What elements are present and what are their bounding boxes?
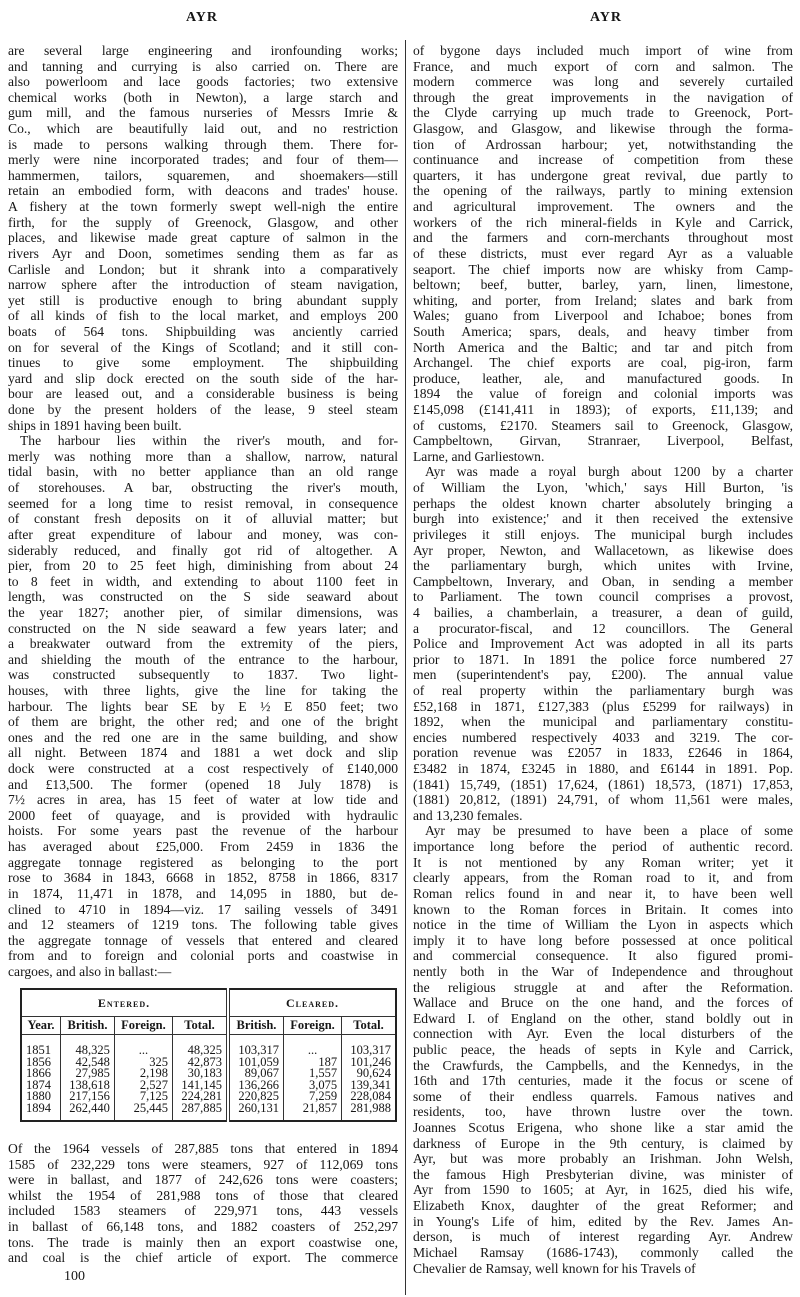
text-line: Ayr may be presumed to have been a place of some xyxy=(425,823,793,839)
text-line: 1892, when the municipal and parliamentary constitu- xyxy=(413,714,793,730)
column-header: British. xyxy=(228,1017,283,1035)
text-line: tidal basin, with no better appliance than an old range xyxy=(8,464,398,480)
table-cell: 101,246 xyxy=(350,1054,391,1069)
table-cell: 89,067 xyxy=(244,1066,279,1080)
text-line: yet still is productive enough to bring abundant supply xyxy=(8,292,398,308)
text-line: The harbour lies within the river's mouth, and for- xyxy=(20,433,398,449)
text-line: chemical works (both in Newton), a large starch and xyxy=(8,89,398,105)
text-line: (1841) 15,749, (1851) 17,624, (1861) 18,573, (1871) 17,853, xyxy=(413,776,793,792)
text-line: the Crawfurds, the Campbells, and the Kennedys, in the xyxy=(413,1057,793,1073)
table-cell: 101,059 xyxy=(238,1054,279,1069)
text-line: after great expenditure of labour and money, was con- xyxy=(8,526,398,542)
left-column-text-after-table xyxy=(8,1141,398,1266)
text-line: gum mill, and the famous nurseries of Messrs Imrie & xyxy=(8,105,398,121)
paragraph xyxy=(413,43,793,464)
table-body xyxy=(21,1035,396,1122)
text-line: of customs, £2170. Steamers sail to Greenock, Glasgow, xyxy=(413,417,793,433)
text-line: Wallace and Bruce on the one hand, and the forces of xyxy=(413,995,793,1011)
table-cell: 90,624 xyxy=(356,1066,391,1080)
table-cell: ... xyxy=(138,1043,149,1057)
table-cell: 139,341 xyxy=(350,1077,391,1092)
text-line: and 12 steamers of 1219 tons. The following table gives xyxy=(8,917,398,933)
table-cell: ... xyxy=(307,1043,318,1057)
text-line: length, was constructed on the S side seaward about xyxy=(8,589,398,605)
text-line: to 8 feet in width, and extending to about 1100 feet in xyxy=(8,573,398,589)
table-cell: 217,156 xyxy=(69,1089,110,1103)
text-line: were in ballast, and 1877 of 242,626 tons were coasters; xyxy=(8,1172,398,1188)
table-cell: 281,988 xyxy=(350,1100,391,1115)
text-line: in ballast of 66,148 tons, and 1882 coasters of 252,297 xyxy=(8,1219,398,1235)
text-line: of constant fresh deposits on it of alluvial matter; but xyxy=(8,511,398,527)
column-cells xyxy=(61,1035,115,1122)
text-line: known to the Roman forces in Britain. It comes into xyxy=(413,901,793,917)
text-line: £52,168 in 1871, £127,383 (plus £5299 for railways) in xyxy=(413,698,793,714)
table-cell: 287,885 xyxy=(181,1100,222,1115)
text-line: Wales; guano from Liverpool and Ichaboe; bones from xyxy=(413,308,793,324)
table-cell: 1856 xyxy=(26,1054,51,1069)
text-line: in Young's Life of him, edited by the Rev. James An- xyxy=(413,1213,793,1229)
group-header-entered: Entered. xyxy=(21,989,228,1017)
table-cell: 42,873 xyxy=(187,1054,222,1069)
text-line: public peace, the heads of septs in Kyle and Carrick, xyxy=(413,1042,793,1057)
table-cell: 187 xyxy=(318,1054,338,1069)
text-line: seaport. The chief imports now are whisky from Camp- xyxy=(413,261,793,277)
text-line: 1894 the value of foreign and colonial imports was xyxy=(413,386,793,402)
table-cell: 1,557 xyxy=(308,1066,338,1080)
text-line: Elizabeth Knox, daughter of the great Reformer; and xyxy=(413,1198,793,1214)
group-header-cleared: Cleared. xyxy=(228,989,396,1017)
text-line: importance long before the period of authentic record. xyxy=(413,839,793,855)
text-line: Ayr, but was more probably an Irishman. John Welsh, xyxy=(413,1151,793,1167)
text-line: and the farmers and corn-merchants throughout most xyxy=(413,230,793,246)
table-cell: 325 xyxy=(149,1054,169,1069)
text-line: (1881) 20,812, (1891) 24,791, of whom 11,561 were males, xyxy=(413,792,793,808)
text-line: tinues to give some employment. The shipbuilding xyxy=(8,355,398,371)
text-line: 4 bailies, a chamberlain, a treasurer, a dean of guild, xyxy=(413,604,793,620)
text-line: bour are leased out, and a considerable business is being xyxy=(8,386,398,402)
text-line: to Parliament. The town council comprises a provost, xyxy=(413,589,793,605)
text-line: Carlisle and London; but it shrank into a comparatively xyxy=(8,261,398,277)
text-line: Campbeltown, Girvan, Stranraer, Liverpool, Belfast, xyxy=(413,433,793,449)
running-header-left: AYR xyxy=(185,10,219,25)
text-line: the parliamentary burgh, which unites with Irvine, xyxy=(413,558,793,574)
table-cell: 1880 xyxy=(26,1089,51,1103)
text-line: privileges it still enjoys. The municipal burgh includes xyxy=(413,526,793,542)
text-line: and shielding the mouth of the entrance to the harbour, xyxy=(8,651,398,667)
text-line: clined to 4710 in 1894—viz. 17 sailing vessels of 3491 xyxy=(8,901,398,917)
text-line: the Clyde carrying up much trade to Greenock, Port- xyxy=(413,105,793,121)
text-line: workers of the rich mineral-fields in Kyle and Carrick, xyxy=(413,214,793,230)
column-divider xyxy=(405,40,406,1295)
column-cells xyxy=(21,1035,61,1122)
table-cell: 48,325 xyxy=(75,1043,110,1057)
text-line: of real property within the parliamentary burgh was xyxy=(413,682,793,698)
right-column-text xyxy=(413,43,793,1276)
table-cell: 138,618 xyxy=(69,1077,110,1092)
text-line: and commercial consequence. It also figured promi- xyxy=(413,948,793,964)
text-line: and £13,500. The former (opened 18 July 1878) is xyxy=(8,776,398,792)
text-line: siderably reduced, and finally got rid of altogether. A xyxy=(8,542,398,558)
text-line: tion of Ardrossan harbour; yet, notwithstanding the xyxy=(413,136,793,152)
text-line: also powerloom and lace goods factories; two extensive xyxy=(8,74,398,90)
text-line: derson, is much of interest regarding Ayr. Andrew xyxy=(413,1229,793,1245)
text-line: firth, for the supply of Greenock, Glasgow, and other xyxy=(8,214,398,230)
text-line: Glasgow, and Glasgow, and likewise through the forma- xyxy=(413,121,793,137)
text-line: of William the Lyon, 'which,' says Hill Burton, 'is xyxy=(413,480,793,496)
text-line: the aggregate tonnage of vessels that entered and cleared xyxy=(8,932,398,948)
text-line: Chevalier de Ramsay, well known for his Travels of xyxy=(413,1260,696,1276)
text-line: and agricultural improvement. The owners and the xyxy=(413,199,793,215)
paragraph xyxy=(413,823,793,1276)
running-header-right: AYR xyxy=(589,10,623,25)
text-line: clearly appears, from the Roman road to it, and from xyxy=(413,870,793,886)
text-line: 1585 of 232,229 tons were steamers, 927 of 112,069 tons xyxy=(8,1156,398,1172)
text-line: 16th and 17th centuries, made it the focus or scene of xyxy=(413,1073,793,1089)
text-line: retain an embodied form, with deacons and trades' house. xyxy=(8,183,398,199)
text-line: whilst the 1954 of 281,988 tons of those that cleared xyxy=(8,1187,398,1203)
table-cell: 220,825 xyxy=(238,1089,279,1103)
text-line: South America; spars, deals, and heavy timber from xyxy=(413,323,793,339)
text-line: Michael Ramsay (1686-1743), commonly called the xyxy=(413,1244,793,1260)
text-line: aggregate tonnage registered as belonging to the port xyxy=(8,854,398,870)
text-line: Larne, and Garliestown. xyxy=(413,448,545,464)
table-cell: 1894 xyxy=(26,1100,51,1115)
column-header: Total. xyxy=(342,1017,396,1035)
table-cell: 42,548 xyxy=(75,1054,110,1069)
paragraph xyxy=(8,1141,398,1266)
table-cell: 136,266 xyxy=(238,1077,279,1092)
text-line: the religious struggle at and after the Reformation. xyxy=(413,979,793,995)
text-line: rivers Ayr and Doon, sometimes sending them as far as xyxy=(8,245,398,261)
text-line: seemed for a long time to resist removal, in consequence xyxy=(8,495,398,511)
column-cells xyxy=(283,1035,341,1122)
left-column-text xyxy=(8,43,398,980)
column-cells xyxy=(342,1035,396,1122)
text-line: 7½ acres in area, has 15 feet of water at low tide and xyxy=(8,792,398,808)
column-header: British. xyxy=(61,1017,115,1035)
text-line: notice in the time of William the Lyon in aspects which xyxy=(413,917,793,933)
text-line: Campbeltown, Inverary, and Oban, in sending a member xyxy=(413,573,793,589)
table-cell: 48,325 xyxy=(187,1043,222,1057)
table-cell: 7,125 xyxy=(139,1089,169,1103)
text-line: has averaged about £25,000. From 2459 in 1836 the xyxy=(8,839,398,855)
table-cell: 2,527 xyxy=(139,1077,169,1092)
table-cell: 3,075 xyxy=(308,1077,338,1092)
text-line: the famous High Presbyterian divine, was minister of xyxy=(413,1166,793,1182)
text-line: merly were nine incorporated trades; and four of them— xyxy=(8,152,398,168)
column-header: Total. xyxy=(173,1017,228,1035)
text-line: hammermen, tailors, squaremen, and shoemakers—still xyxy=(8,167,398,183)
column-header: Foreign. xyxy=(283,1017,341,1035)
text-line: done by the present holders of the lease, 9 steel steam xyxy=(8,402,398,418)
text-line: Police and Improvement Act was adopted in all its parts xyxy=(413,636,793,652)
text-line: Edward I. of England on the other, stand boldly out in xyxy=(413,1010,793,1026)
table-cell: 2,198 xyxy=(139,1066,169,1080)
text-line: all night. Between 1874 and 1881 a wet dock and slip xyxy=(8,745,398,761)
text-line: £3482 in 1874, £3245 in 1880, and £6144 in 1891. Pop. xyxy=(413,761,793,777)
table-cell: 262,440 xyxy=(69,1100,110,1115)
text-line: on for several of the Kings of Scotland; and it still con- xyxy=(8,339,398,355)
text-line: Ayr from 1590 to 1605; at Ayr, in 1625, died his wife, xyxy=(413,1182,793,1198)
text-line: North America and the Baltic; and tar and pitch from xyxy=(413,339,793,355)
table-cell: 103,317 xyxy=(350,1043,391,1057)
table-cell: 27,985 xyxy=(75,1066,110,1080)
text-line: merly was nothing more than a shallow, narrow, natural xyxy=(8,448,398,464)
text-line: the opening of the railways, partly to mining extension xyxy=(413,183,793,199)
text-line: of these districts, must ever regard Ayr as a valuable xyxy=(413,245,793,261)
text-line: houses, with three lights, give the line for taking the xyxy=(8,682,398,698)
text-line: Of the 1964 vessels of 287,885 tons that entered in 1894 xyxy=(8,1141,398,1156)
column-cells xyxy=(173,1035,228,1122)
text-line: of storehouses. A bar, obstructing the river's mouth, xyxy=(8,480,398,496)
text-line: narrow sphere after the introduction of steam navigation, xyxy=(8,277,398,293)
table-cell: 228,084 xyxy=(350,1089,391,1103)
text-line: whiting, and porter, from Ireland; slates and bark from xyxy=(413,292,793,308)
text-line: £145,098 (£141,411 in 1893); of exports, £11,139; and xyxy=(413,402,793,418)
text-line: encies numbered respectively 4033 and 3219. The cor- xyxy=(413,729,793,745)
table-cell: 224,281 xyxy=(181,1089,222,1103)
table-cell: 1866 xyxy=(26,1066,51,1080)
table-cell: 141,145 xyxy=(181,1077,222,1092)
text-line: is made to persons walking through them. There for- xyxy=(8,136,398,152)
text-line: boats of 564 tons. Shipbuilding was anciently carried xyxy=(8,323,398,339)
text-line: Ayr proper, Newton, and Wallacetown, as likewise does xyxy=(413,542,793,558)
text-line: of all kinds of fish to the local market, and employs 200 xyxy=(8,308,398,324)
text-line: pier, from 20 to 25 feet high, diminishing from about 24 xyxy=(8,558,398,574)
text-line: perhaps the oldest known charter absolutely bringing a xyxy=(413,495,793,511)
text-line: constructed on the N side seaward a few years later; and xyxy=(8,620,398,636)
text-line: ones and the red one are in the same building, and show xyxy=(8,729,398,745)
text-line: places, and likewise made great capture of salmon in the xyxy=(8,230,398,246)
paragraph xyxy=(8,433,398,979)
text-line: and tanning and currying is also carried on. There are xyxy=(8,58,398,74)
text-line: modern commerce was long and severely curtailed xyxy=(413,74,793,90)
text-line: prior to 1871. In 1891 the police force numbered 27 xyxy=(413,651,793,667)
table-cell: 260,131 xyxy=(238,1100,279,1115)
text-line: imply it to have long before possessed at once political xyxy=(413,932,793,948)
text-line: of them are bright, the other red; and one of the bright xyxy=(8,714,398,730)
text-line: harbour. The lights bear SE by E ½ E 850 feet; two xyxy=(8,698,398,714)
text-line: of bygone days included much import of wine from xyxy=(413,43,793,58)
text-line: burgh into existence;' and it then received the extensive xyxy=(413,511,793,527)
paragraph xyxy=(8,43,398,433)
text-line: dock were constructed at a cost respectively of £140,000 xyxy=(8,761,398,777)
table-cell: 7,259 xyxy=(308,1089,338,1103)
text-line: connection with Ayr. Even the local disturbers of the xyxy=(413,1026,793,1042)
text-line: Co., which are beautifully laid out, and no restriction xyxy=(8,121,398,137)
text-line: residents, too, have thrown lustre over the town. xyxy=(413,1104,793,1120)
text-line: Joannes Scotus Erigena, who shone like a star amid the xyxy=(413,1120,793,1136)
text-line: yard and slip dock erected on the south side of the har- xyxy=(8,370,398,386)
text-line: tons. The trade is mainly then an export coastwise one, xyxy=(8,1234,398,1250)
tonnage-table xyxy=(20,988,397,1122)
table-cell: 21,857 xyxy=(302,1100,338,1115)
text-line: through the great improvements in the navigation of xyxy=(413,89,793,105)
text-line: darkness of Europe in the 9th century, is claimed by xyxy=(413,1135,793,1151)
text-line: rose to 3684 in 1843, 6668 in 1852, 8758 in 1866, 8317 xyxy=(8,870,398,886)
text-line: It is not mentioned by any Roman writer; yet it xyxy=(413,854,793,870)
text-line: Roman relics found in and near it, to have been well xyxy=(413,885,793,901)
text-line: produce, leather, ale, and manufactured goods. In xyxy=(413,370,793,386)
text-line: are several large engineering and ironfounding works; xyxy=(8,43,398,58)
table-cell: 103,317 xyxy=(238,1043,279,1057)
column-cells xyxy=(228,1035,283,1122)
text-line: quarters, it has undergone great revival, due partly to xyxy=(413,167,793,183)
text-line: and coal is the chief article of export. The commerce xyxy=(8,1250,398,1266)
text-line: France, and much export of corn and salmon. The xyxy=(413,58,793,74)
text-line: Ayr was made a royal burgh about 1200 by a charter xyxy=(425,464,793,480)
text-line: a breakwater outward from the extremity of the piers, xyxy=(8,636,398,652)
text-line: in 1874, 11,471 in 1878, and 14,095 in 1880, but de- xyxy=(8,885,398,901)
text-line: nently both in the War of Independence and throughout xyxy=(413,963,793,979)
text-line: 2000 feet of quayage, and is provided with hydraulic xyxy=(8,807,398,823)
text-line: was constructed subsequently to 1837. Two light- xyxy=(8,667,398,683)
text-line: hoists. For some years past the revenue of the harbour xyxy=(8,823,398,839)
text-line: continuance and increase of competition from these xyxy=(413,152,793,168)
text-line: a procurator-fiscal, and 12 councillors. The General xyxy=(413,620,793,636)
text-line: men (superintendent's pay, £200). The annual value xyxy=(413,667,793,683)
table-cell: 1851 xyxy=(26,1043,51,1057)
text-line: poration revenue was £2057 in 1833, £2646 in 1864, xyxy=(413,745,793,761)
page-number: 100 xyxy=(64,1269,85,1284)
text-line: cargoes, and also in ballast:— xyxy=(8,963,172,979)
text-line: beltown; beef, butter, barley, yarn, linen, limestone, xyxy=(413,277,793,293)
text-line: some of their endless quarrels. Famous natives and xyxy=(413,1088,793,1104)
text-line: and 13,230 females. xyxy=(413,807,523,823)
table-cell: 1874 xyxy=(26,1077,51,1092)
column-header: Year. xyxy=(21,1017,61,1035)
column-header: Foreign. xyxy=(114,1017,172,1035)
text-line: A fishery at the town formerly swept well-nigh the entire xyxy=(8,199,398,215)
paragraph xyxy=(413,464,793,823)
text-line: ships in 1891 having been built. xyxy=(8,417,182,433)
table-cell: 25,445 xyxy=(133,1100,169,1115)
text-line: the year 1827; another pier, of similar dimensions, was xyxy=(8,604,398,620)
text-line: Archangel. The chief exports are coal, pig-iron, farm xyxy=(413,355,793,371)
text-line: from and to foreign and colonial ports and coastwise in xyxy=(8,948,398,964)
column-cells xyxy=(114,1035,172,1122)
table-cell: 30,183 xyxy=(187,1066,222,1080)
text-line: included 1583 steamers of 229,971 tons, 443 vessels xyxy=(8,1203,398,1219)
